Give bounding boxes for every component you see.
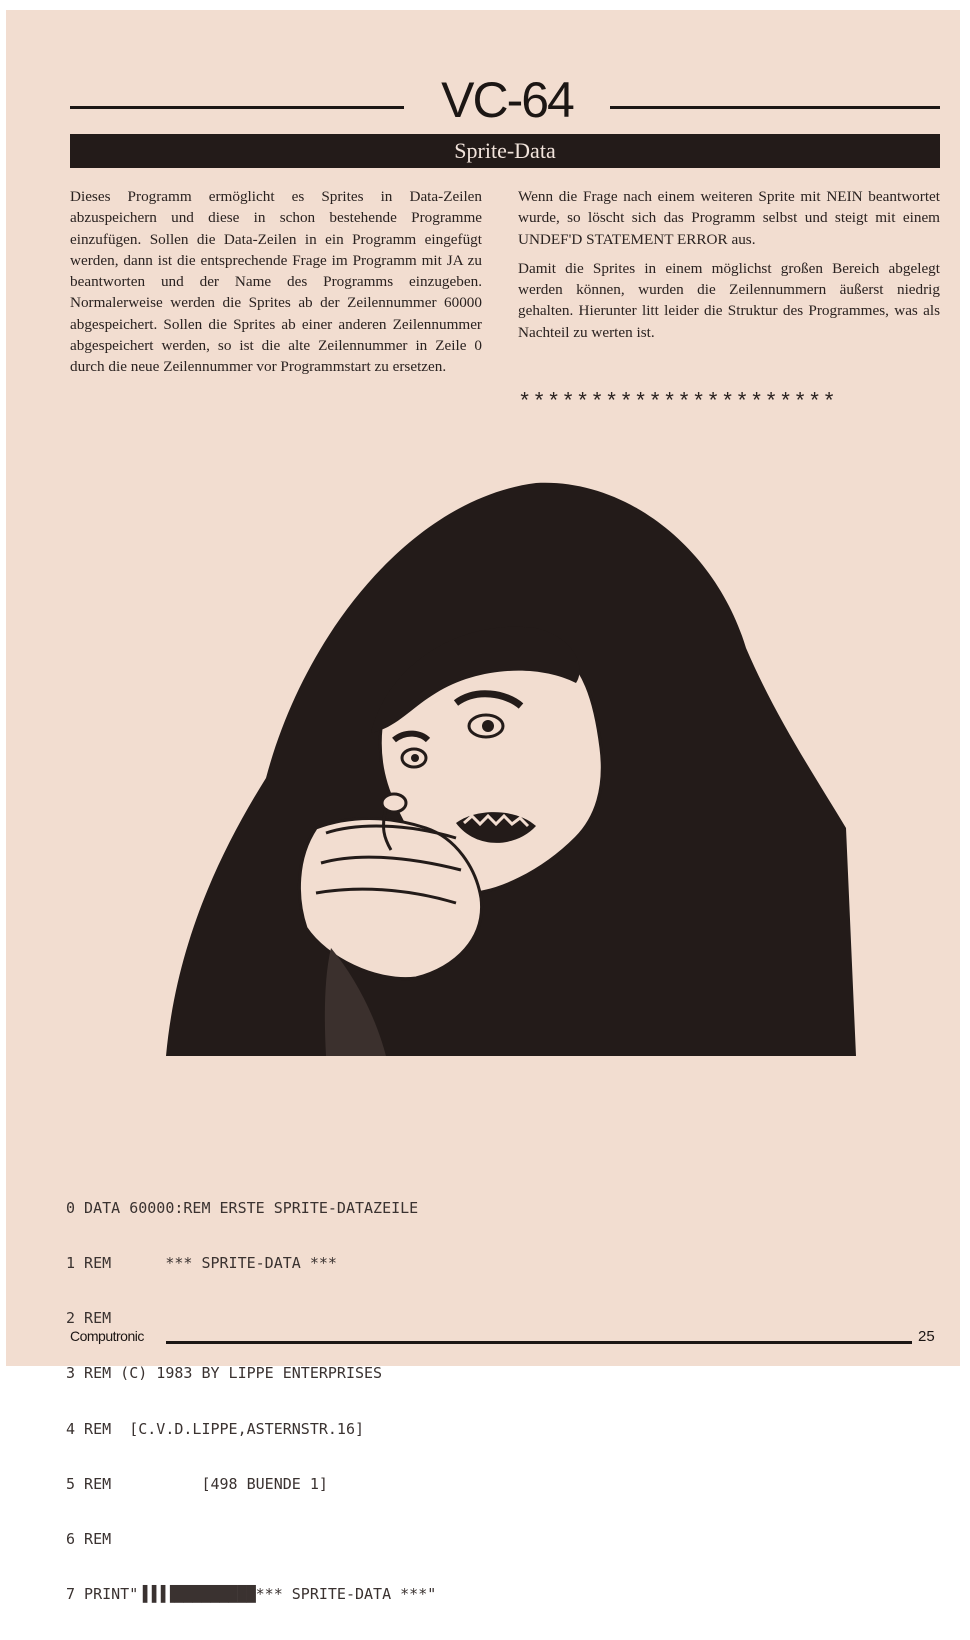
- paragraph: Dieses Programm ermöglicht es Sprites in Data-Zeilen abzuspeichern und diese in schon bestehende Programme einzufügen. Sollen die Data-Zeilen in ein Programm eingefügt werden, dann ist die entsprechende Frage im Programm mit JA zu beantworten und der Name des Programms einzugeben. Normalerweise werden die Sprites ab der Zeilennummer 60000 abgespeichert. Sollen die Sprites ab einer anderen Zeilennummer abgespeichert werden, so ist die alte Zeilennummer in Zeile 0 durch die neue Zeilennummer vor Programmstart zu ersetzen.: [70, 188, 482, 376]
- listing-line: 0 DATA 60000:REM ERSTE SPRITE-DATAZEILE: [66, 1198, 419, 1217]
- listing-line: 2 REM: [66, 1309, 112, 1328]
- listing-line: 6 REM: [66, 1530, 112, 1549]
- magazine-section-title: VC-64: [441, 72, 573, 128]
- footer-brand: Computronic: [70, 1328, 144, 1344]
- article-title-banner: [70, 134, 940, 168]
- header-rule-right: [610, 106, 940, 109]
- header-rule-left: [70, 106, 404, 109]
- paragraph: Wenn die Frage nach einem weiteren Sprite mit NEIN beantwortet wurde, so löscht sich das Programm selbst und steigt mit einem UNDEF'D STATEMENT ERROR aus.: [518, 188, 940, 248]
- asterisk-separator: **********************: [518, 390, 838, 415]
- magazine-page: [6, 10, 960, 1604]
- listing-line: 4 REM [C.V.D.LIPPE,ASTERNSTR.16]: [66, 1419, 365, 1438]
- basic-listing: [66, 1162, 906, 1640]
- listing-line: 5 REM [498 BUENDE 1]: [66, 1474, 328, 1493]
- article-column-right: [518, 186, 940, 351]
- listing-line: 3 REM (C) 1983 BY LIPPE ENTERPRISES: [66, 1364, 383, 1383]
- footer-rule: [166, 1341, 912, 1344]
- pupil-right: [482, 720, 494, 732]
- listing-line: 1 REM *** SPRITE-DATA ***: [66, 1254, 337, 1273]
- page-number: 25: [918, 1328, 935, 1345]
- paragraph: Damit die Sprites in einem möglichst großen Bereich abgelegt werden können, wurden die Zeilennummern äußerst niedrig gehalten. Hierunter litt leider die Struktur des Programmes, was als Nachteil zu werten ist.: [518, 259, 940, 341]
- listing-line: 7 PRINT"▐▐▐▐█████████*** SPRITE-DATA ***": [66, 1585, 437, 1604]
- hooded-figure-illustration: [156, 478, 856, 1058]
- article-column-left: [70, 186, 482, 386]
- pupil-left: [411, 754, 419, 762]
- article-title: Sprite-Data: [454, 138, 556, 163]
